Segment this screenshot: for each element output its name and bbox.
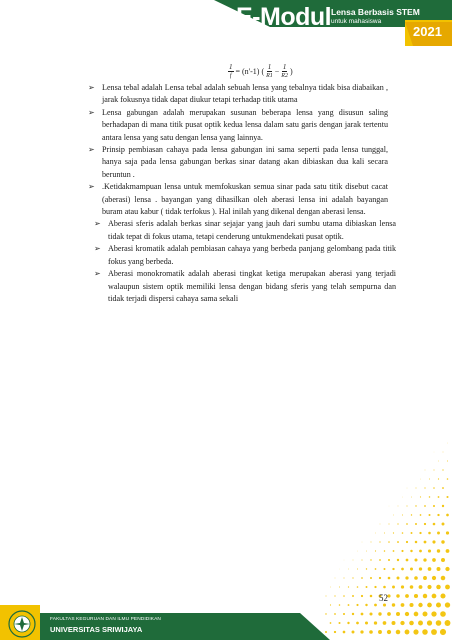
- decorative-dot: [334, 595, 335, 596]
- decorative-dot: [446, 549, 450, 553]
- decorative-dot: [446, 531, 449, 534]
- decorative-dot: [357, 586, 359, 588]
- decorative-dot: [442, 523, 445, 526]
- decorative-dot: [445, 585, 450, 590]
- decorative-dot: [434, 470, 435, 471]
- decorative-dot: [348, 586, 349, 587]
- page-number: 52: [379, 593, 388, 603]
- decorative-dot: [343, 595, 345, 597]
- list-item: [88, 107, 388, 144]
- formula-r2: [281, 63, 288, 80]
- decorative-dot: [416, 488, 417, 489]
- list-item: [94, 218, 396, 243]
- decorative-dot: [411, 532, 413, 534]
- decorative-dot: [357, 568, 358, 569]
- decorative-dot: [419, 567, 422, 570]
- decorative-dot: [414, 576, 418, 580]
- decorative-dot: [343, 577, 344, 578]
- decorative-dot: [423, 558, 426, 561]
- decorative-dot: [406, 541, 408, 543]
- decorative-dot: [410, 568, 413, 571]
- decorative-dot: [339, 587, 340, 588]
- decorative-dot: [437, 567, 441, 571]
- decorative-dot: [392, 586, 395, 589]
- decorative-dot: [375, 568, 377, 570]
- decorative-dot: [429, 479, 430, 480]
- decorative-dot: [402, 514, 403, 515]
- decorative-dot: [397, 577, 400, 580]
- decorative-dot: [428, 549, 431, 552]
- decorative-dot: [379, 541, 380, 542]
- decorative-dot: [442, 487, 444, 489]
- list-item-text: Aberasi monokromatik adalah aberasi tingkat ketiga merupakan aberasi yang terjadi walaupun sistem optik memiliki lensa dengan bidang sferis yang telah sempurna dan tidak terjadi dispersi cahaya sama sekali: [108, 269, 396, 303]
- decorative-dot: [433, 487, 435, 489]
- decorative-dot: [433, 523, 436, 526]
- decorative-dot: [397, 559, 399, 561]
- decorative-dot: [335, 578, 336, 579]
- list-item: [94, 243, 396, 268]
- lens-maker-formula: [228, 63, 293, 80]
- arrow-bullet-icon: ➢: [88, 182, 95, 192]
- decorative-dot: [441, 576, 446, 581]
- list-item: [88, 144, 388, 181]
- decorative-dot: [384, 533, 385, 534]
- brand-title: E-Modul: [236, 3, 332, 31]
- decorative-dot: [396, 594, 399, 597]
- decorative-dot: [428, 532, 431, 535]
- arrow-bullet-icon: ➢: [88, 83, 95, 92]
- decorative-dot: [402, 532, 404, 534]
- decorative-dot: [330, 587, 331, 588]
- formula-r2-denominator: R2: [281, 73, 288, 79]
- decorative-dot: [402, 497, 403, 498]
- decorative-dot: [401, 550, 403, 552]
- formula-lhs: [228, 63, 234, 80]
- decorative-dot: [352, 577, 353, 578]
- decorative-dot: [420, 496, 421, 497]
- formula-lhs-denominator: f: [229, 73, 232, 79]
- decorative-dot: [424, 541, 427, 544]
- decorative-dot: [432, 594, 437, 599]
- decorative-dot: [383, 586, 386, 589]
- decorative-dot: [379, 559, 381, 561]
- decorative-dot: [357, 551, 358, 552]
- decorative-dot: [447, 443, 448, 444]
- decorative-dot: [427, 585, 431, 589]
- decorative-dot: [405, 594, 409, 598]
- decorative-dot: [410, 585, 414, 589]
- decorative-dot: [446, 514, 449, 517]
- decorative-dot: [398, 506, 399, 507]
- footer-banner: [0, 605, 452, 640]
- list-item-text: Prinsip pembiasan cahaya pada lensa gabungan ini sama seperti pada lensa tunggal, hanya saja pada lensa gabungan berkas sinar datang akan dibiaskan dua kali secara beruntun .: [102, 145, 388, 179]
- decorative-dot: [353, 560, 354, 561]
- decorative-dot: [366, 551, 367, 552]
- decorative-dot: [393, 532, 394, 533]
- decorative-dot: [326, 596, 327, 597]
- decorative-dot: [370, 595, 373, 598]
- decorative-dot: [361, 595, 363, 597]
- decorative-dot: [443, 452, 444, 453]
- decorative-dot: [374, 586, 376, 588]
- list-item-text: .Ketidakmampuan lensa untuk memfokuskan semua sinar pada satu titik disebut cacat (aberasi) lensa . bayangan yang dihasilkan oleh aberasi lensa ini adalah bayangan buram atau kabur ( tidak terfokus ). Hal inilah yang dikenal dengan aberasi lensa.: [102, 182, 388, 217]
- decorative-dot: [384, 550, 386, 552]
- decorative-dot: [411, 497, 412, 498]
- decorative-dot: [375, 533, 376, 534]
- bullet-list: [88, 82, 396, 305]
- decorative-dot: [419, 585, 423, 589]
- header-banner: [0, 0, 452, 46]
- decorative-dot: [415, 523, 417, 525]
- decorative-dot: [424, 487, 425, 488]
- decorative-dot: [420, 514, 422, 516]
- formula-close: ): [289, 67, 293, 76]
- decorative-dot: [437, 549, 440, 552]
- decorative-dot: [361, 559, 362, 560]
- decorative-dot: [393, 515, 394, 516]
- decorative-dot: [441, 558, 445, 562]
- decorative-dot: [438, 496, 440, 498]
- formula-middle: = (n'-1) (: [235, 67, 265, 76]
- arrow-bullet-icon: ➢: [88, 145, 95, 155]
- decorative-dot: [401, 568, 404, 571]
- formula-lhs-numerator: 1: [229, 63, 233, 71]
- decorative-dot: [441, 540, 444, 543]
- decorative-dot: [361, 577, 363, 579]
- decorative-dot: [428, 567, 432, 571]
- decorative-dot: [375, 550, 376, 551]
- decorative-dot: [393, 550, 395, 552]
- decorative-dot: [414, 558, 417, 561]
- decorative-dot: [446, 496, 448, 498]
- decorative-dot: [447, 478, 449, 480]
- decorative-dot: [414, 594, 418, 598]
- decorative-dot: [420, 479, 421, 480]
- decorative-dot: [397, 541, 399, 543]
- decorative-dot: [383, 568, 385, 570]
- decorative-dot: [401, 585, 404, 588]
- list-item-text: Lensa gabungan adalah merupakan susunan beberapa lensa yang disusun saling berhadapan di mana titik pusat optik kedua lensa dalam satu garis dengan jarak tertentu antara lensa yang satu dengan lensa yang lainnya.: [102, 107, 388, 142]
- university-logo-icon: [7, 609, 37, 639]
- formula-minus: −: [274, 67, 280, 76]
- decorative-dot: [389, 524, 390, 525]
- decorative-dot: [438, 461, 439, 462]
- decorative-dot: [429, 496, 430, 497]
- decorative-dot: [362, 542, 363, 543]
- decorative-dot: [406, 523, 408, 525]
- arrow-bullet-icon: ➢: [94, 219, 101, 229]
- decorative-dot: [392, 568, 394, 570]
- decorative-dot: [371, 542, 372, 543]
- decorative-dot: [425, 470, 426, 471]
- header-tagline: untuk mahasiswa: [331, 18, 382, 25]
- list-item-text: Aberasi sferis adalah berkas sinar sejajar yang jauh dari sumbu utama dibiaskan lensa tidak tepat di fokus utama, tetapi cenderung untukmendekati pusat optik.: [108, 219, 396, 241]
- list-item-text: Lensa tebal adalah Lensa tebal adalah sebuah lensa yang tebalnya tidak bisa diabaikan , jarak fokusnya tidak dapat diukur tetapi terhadap titik utama: [102, 83, 388, 105]
- decorative-dot: [410, 550, 412, 552]
- decorative-dot: [366, 568, 367, 569]
- decorative-dot: [423, 594, 427, 598]
- decorative-dot: [428, 514, 430, 516]
- decorative-dot: [437, 514, 439, 516]
- formula-r1: [266, 63, 273, 80]
- list-item: [88, 82, 388, 107]
- footer-university: UNIVERSITAS SRIWIJAYA: [50, 625, 143, 634]
- decorative-dot: [433, 505, 435, 507]
- header-year: 2021: [413, 24, 442, 39]
- decorative-dot: [445, 567, 449, 571]
- list-item-text: Aberasi kromatik adalah pembiasan cahaya yang berbeda panjang gelombang pada titik fokus yang berbeda.: [108, 244, 396, 266]
- header-subtitle: Lensa Berbasis STEM: [331, 7, 420, 17]
- arrow-bullet-icon: ➢: [88, 107, 95, 117]
- decorative-dot: [407, 488, 408, 489]
- formula-r2-numerator: 1: [282, 63, 287, 71]
- decorative-dot: [388, 541, 390, 543]
- decorative-dot: [447, 460, 448, 461]
- decorative-dot: [437, 532, 440, 535]
- decorative-dot: [370, 577, 372, 579]
- arrow-bullet-icon: ➢: [94, 269, 101, 279]
- decorative-dot: [406, 505, 407, 506]
- list-item: [88, 181, 388, 218]
- decorative-dot: [366, 586, 368, 588]
- decorative-dot: [406, 559, 409, 562]
- decorative-dot: [424, 505, 426, 507]
- decorative-dot: [423, 576, 427, 580]
- decorative-dot: [436, 585, 441, 590]
- decorative-dot: [352, 595, 354, 597]
- decorative-dot: [411, 514, 412, 515]
- decorative-dot: [438, 478, 439, 479]
- decorative-dot: [432, 576, 436, 580]
- decorative-dot: [397, 523, 398, 524]
- decorative-dot: [415, 541, 418, 544]
- list-item: [94, 268, 396, 305]
- decorative-dot: [442, 505, 444, 507]
- decorative-dot: [442, 469, 443, 470]
- footer-faculty: FAKULTAS KEGURUAN DAN ILMU PENDIDIKAN: [50, 617, 161, 622]
- decorative-dot: [379, 577, 381, 579]
- decorative-dot: [405, 576, 408, 579]
- decorative-dot: [388, 577, 391, 580]
- decorative-dot: [370, 559, 371, 560]
- decorative-dot: [388, 559, 390, 561]
- decorative-dot: [419, 532, 421, 534]
- arrow-bullet-icon: ➢: [94, 244, 101, 254]
- decorative-dot: [440, 593, 445, 598]
- decorative-dot: [348, 569, 349, 570]
- decorative-dot: [432, 540, 435, 543]
- formula-r1-numerator: 1: [267, 63, 272, 71]
- decorative-dot: [419, 550, 422, 553]
- decorative-dot: [415, 505, 416, 506]
- decorative-dot: [424, 523, 426, 525]
- decorative-dot: [432, 558, 436, 562]
- formula-r1-denominator: R1: [266, 73, 273, 79]
- decorative-dot: [380, 524, 381, 525]
